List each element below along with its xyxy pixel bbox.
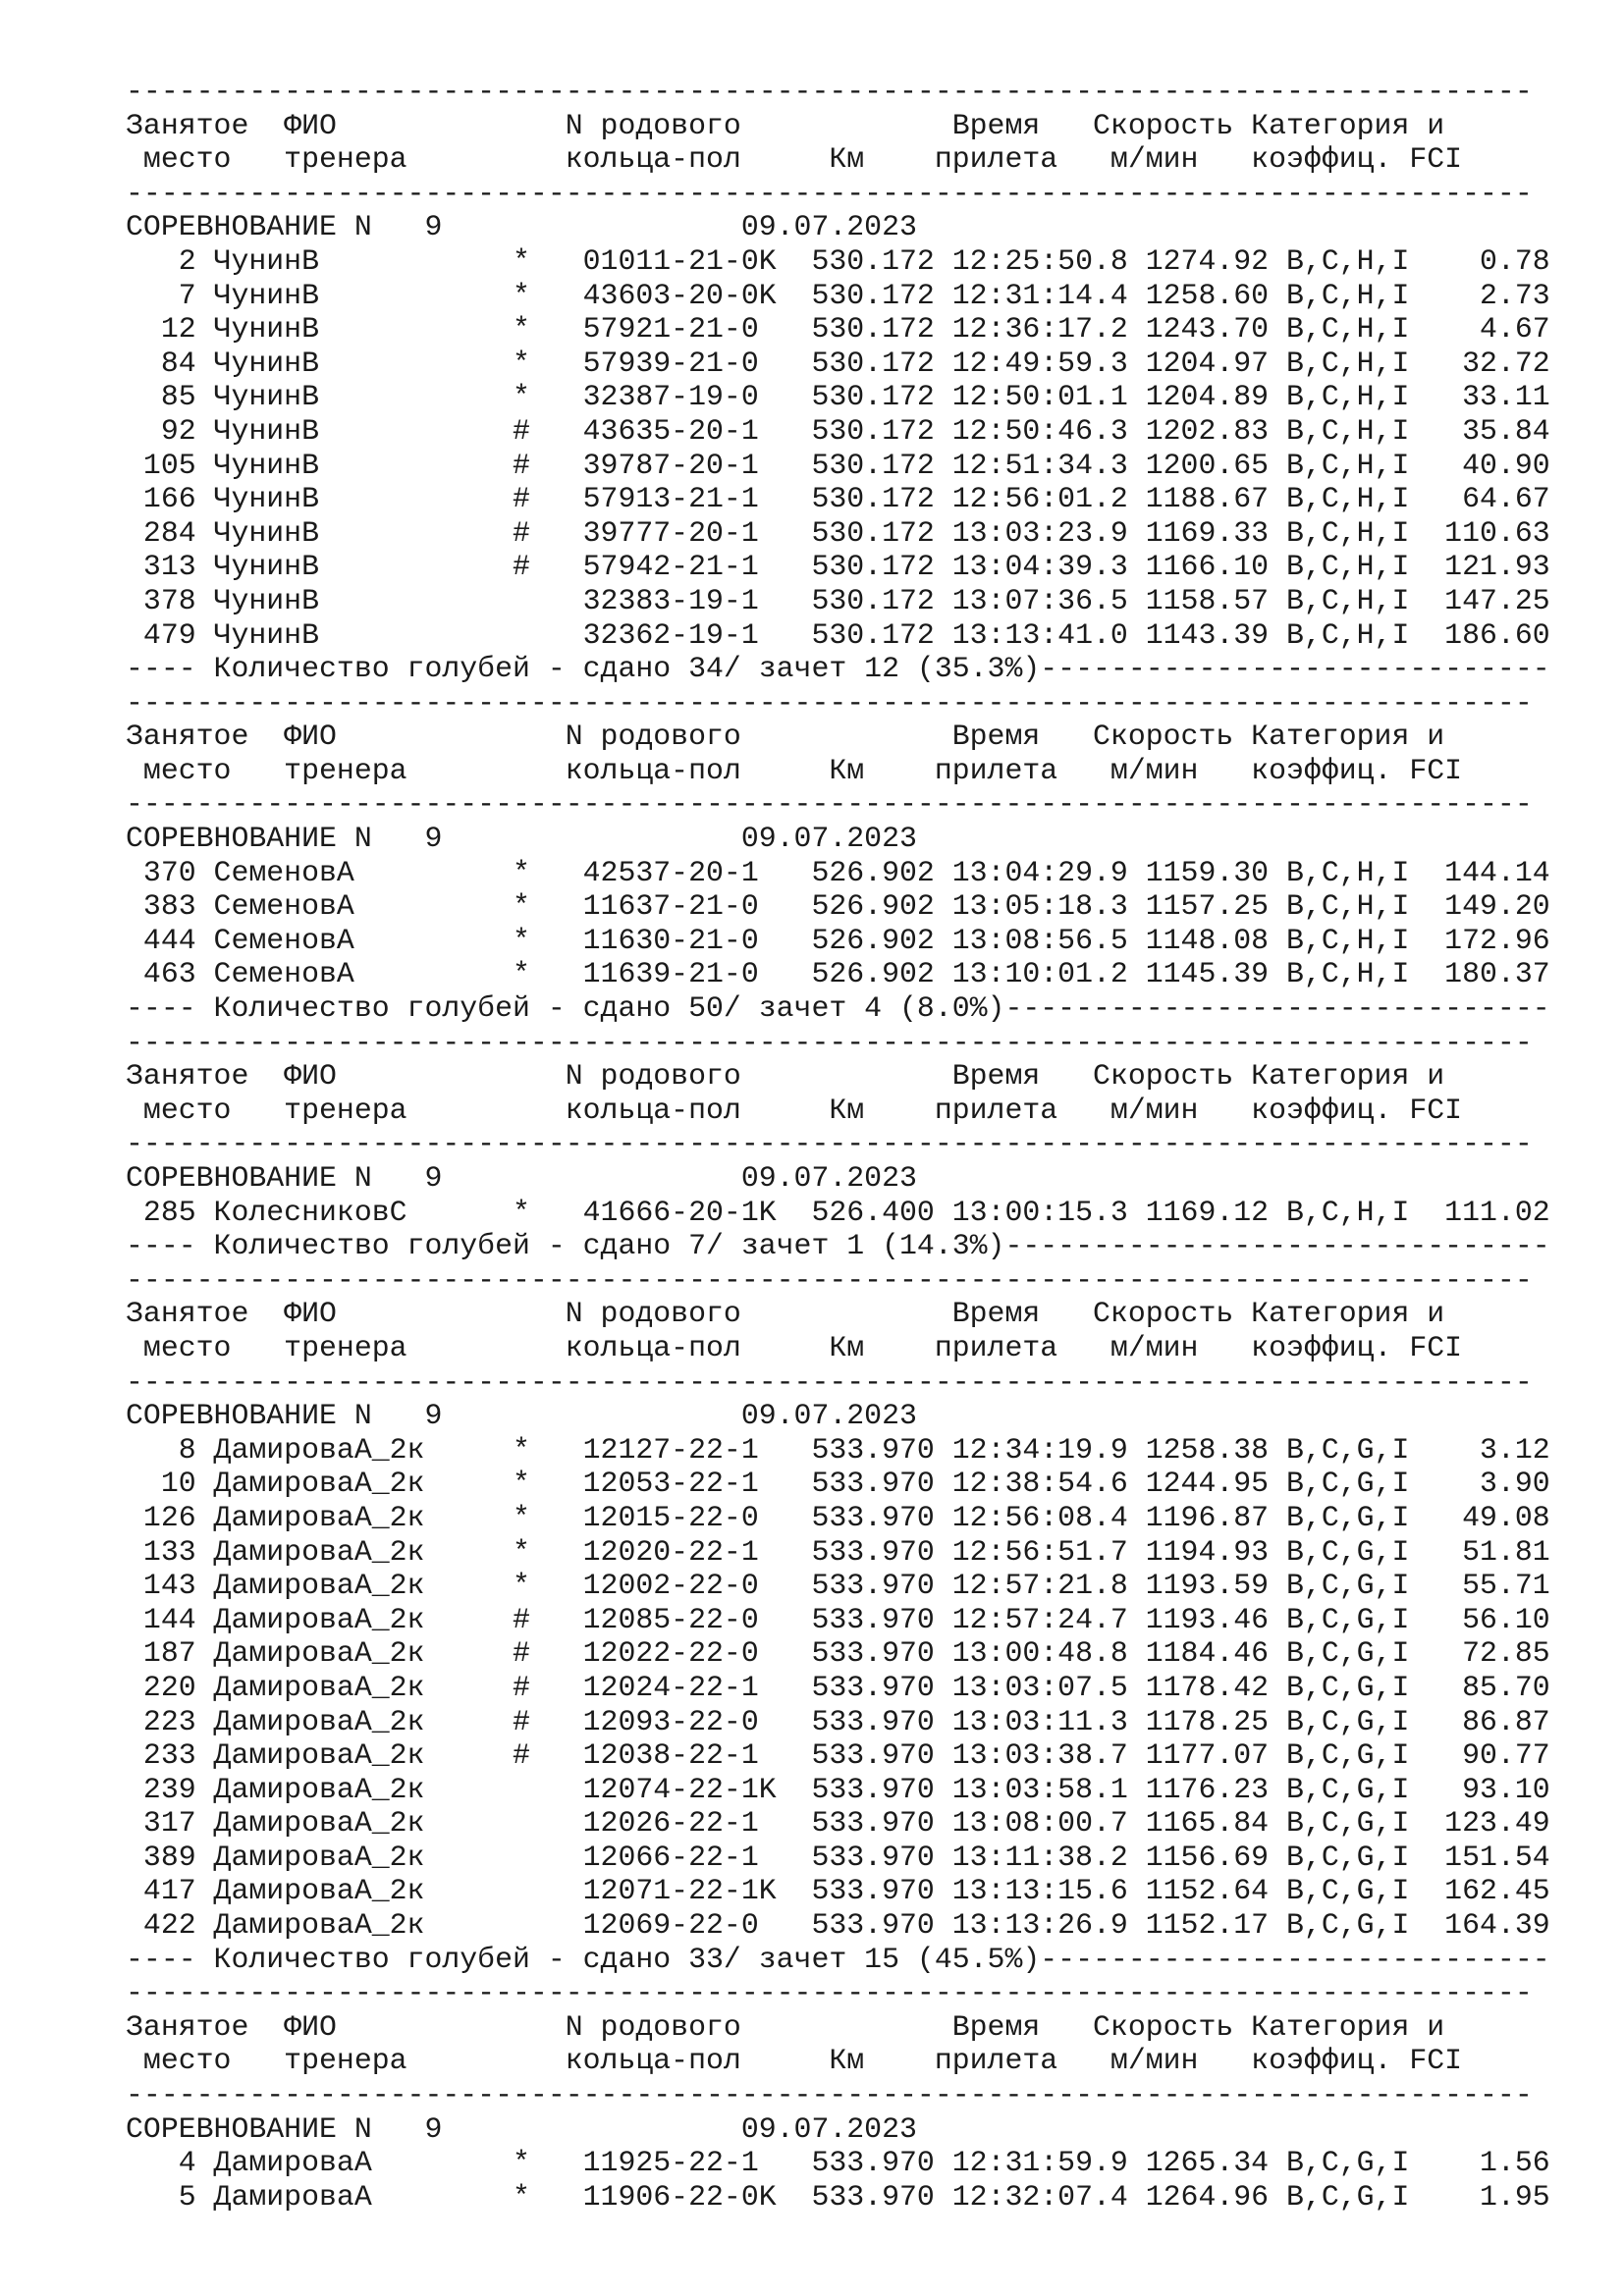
table-row: 417 ДамироваА_2к 12071-22-1K 533.970 13:13:15.6 1152.64 B,C,G,I 162.45	[126, 1874, 1550, 1908]
column-header-line-1: Занятое ФИО N родового Время Скорость Категория и	[126, 1059, 1445, 1094]
table-row: 370 СеменовА * 42537-20-1 526.902 13:04:29.9 1159.30 B,C,H,I 144.14	[126, 855, 1550, 889]
column-header-line-2: место тренера кольца-пол Км прилета м/мин коэффиц. FCI	[126, 1330, 1463, 1364]
table-row: 7 ЧунинВ * 43603-20-0K 530.172 12:31:14.4 1258.60 B,C,H,I 2.73	[126, 278, 1550, 312]
table-row: 317 ДамироваА_2к 12026-22-1 533.970 13:08:00.7 1165.84 B,C,G,I 123.49	[126, 1806, 1550, 1841]
divider-line: --------------------------------------------------------------------------------	[126, 1976, 1533, 2010]
section-summary: ---- Количество голубей - сдано 50/ зачет 4 (8.0%)-------------------------------	[126, 991, 1550, 1026]
table-row: 2 ЧунинВ * 01011-21-0K 530.172 12:25:50.8 1274.92 B,C,H,I 0.78	[126, 243, 1550, 278]
divider-line: --------------------------------------------------------------------------------	[126, 787, 1533, 822]
section-title: СОРЕВНОВАНИЕ N 9 09.07.2023	[126, 2111, 917, 2146]
section-title: СОРЕВНОВАНИЕ N 9 09.07.2023	[126, 210, 917, 244]
table-row: 383 СеменовА * 11637-21-0 526.902 13:05:18.3 1157.25 B,C,H,I 149.20	[126, 889, 1550, 924]
table-row: 313 ЧунинВ # 57942-21-1 530.172 13:04:39.3 1166.10 B,C,H,I 121.93	[126, 550, 1550, 584]
table-row: 144 ДамироваА_2к # 12085-22-0 533.970 12:57:24.7 1193.46 B,C,G,I 56.10	[126, 1602, 1550, 1636]
table-row: 85 ЧунинВ * 32387-19-0 530.172 12:50:01.1 1204.89 B,C,H,I 33.11	[126, 380, 1550, 414]
table-row: 8 ДамироваА_2к * 12127-22-1 533.970 12:34:19.9 1258.38 B,C,G,I 3.12	[126, 1432, 1550, 1467]
table-row: 12 ЧунинВ * 57921-21-0 530.172 12:36:17.2 1243.70 B,C,H,I 4.67	[126, 312, 1550, 347]
table-row: 389 ДамироваА_2к 12066-22-1 533.970 13:11:38.2 1156.69 B,C,G,I 151.54	[126, 1840, 1550, 1874]
table-row: 187 ДамироваА_2к # 12022-22-0 533.970 13:00:48.8 1184.46 B,C,G,I 72.85	[126, 1636, 1550, 1671]
table-row: 84 ЧунинВ * 57939-21-0 530.172 12:49:59.3 1204.97 B,C,H,I 32.72	[126, 346, 1550, 380]
column-header-line-2: место тренера кольца-пол Км прилета м/мин коэффиц. FCI	[126, 2044, 1463, 2078]
section-summary: ---- Количество голубей - сдано 7/ зачет 1 (14.3%)-------------------------------	[126, 1229, 1550, 1263]
table-row: 105 ЧунинВ # 39787-20-1 530.172 12:51:34.3 1200.65 B,C,H,I 40.90	[126, 448, 1550, 482]
section-title: СОРЕВНОВАНИЕ N 9 09.07.2023	[126, 1161, 917, 1195]
table-row: 126 ДамироваА_2к * 12015-22-0 533.970 12:56:08.4 1196.87 B,C,G,I 49.08	[126, 1500, 1550, 1534]
column-header-line-1: Занятое ФИО N родового Время Скорость Категория и	[126, 1297, 1445, 1331]
column-header-line-1: Занятое ФИО N родового Время Скорость Категория и	[126, 108, 1445, 142]
table-row: 166 ЧунинВ # 57913-21-1 530.172 12:56:01.2 1188.67 B,C,H,I 64.67	[126, 482, 1550, 516]
section-summary: ---- Количество голубей - сдано 33/ зачет 15 (45.5%)-----------------------------	[126, 1942, 1550, 1976]
column-header-line-2: место тренера кольца-пол Км прилета м/мин коэффиц. FCI	[126, 753, 1463, 787]
divider-line: --------------------------------------------------------------------------------	[126, 1262, 1533, 1297]
table-row: 92 ЧунинВ # 43635-20-1 530.172 12:50:46.3 1202.83 B,C,H,I 35.84	[126, 413, 1550, 448]
column-header-line-1: Занятое ФИО N родового Время Скорость Категория и	[126, 720, 1445, 754]
table-row: 444 СеменовА * 11630-21-0 526.902 13:08:56.5 1148.08 B,C,H,I 172.96	[126, 923, 1550, 957]
table-row: 285 КолесниковС * 41666-20-1K 526.400 13:00:15.3 1169.12 B,C,H,I 111.02	[126, 1195, 1550, 1229]
table-row: 233 ДамироваА_2к # 12038-22-1 533.970 13:03:38.7 1177.07 B,C,G,I 90.77	[126, 1738, 1550, 1773]
divider-line: --------------------------------------------------------------------------------	[126, 1025, 1533, 1059]
divider-line: --------------------------------------------------------------------------------	[126, 1127, 1533, 1161]
results-report	[126, 75, 1550, 2214]
table-row: 143 ДамироваА_2к * 12002-22-0 533.970 12:57:21.8 1193.59 B,C,G,I 55.71	[126, 1569, 1550, 1603]
table-row: 463 СеменовА * 11639-21-0 526.902 13:10:01.2 1145.39 B,C,H,I 180.37	[126, 957, 1550, 991]
table-row: 239 ДамироваА_2к 12074-22-1K 533.970 13:03:58.1 1176.23 B,C,G,I 93.10	[126, 1772, 1550, 1806]
table-row: 220 ДамироваА_2к # 12024-22-1 533.970 13:03:07.5 1178.42 B,C,G,I 85.70	[126, 1670, 1550, 1704]
column-header-line-1: Занятое ФИО N родового Время Скорость Категория и	[126, 2009, 1445, 2044]
divider-line: --------------------------------------------------------------------------------	[126, 75, 1533, 108]
table-row: 479 ЧунинВ 32362-19-1 530.172 13:13:41.0 1143.39 B,C,H,I 186.60	[126, 617, 1550, 652]
divider-line: --------------------------------------------------------------------------------	[126, 176, 1533, 210]
table-row: 378 ЧунинВ 32383-19-1 530.172 13:07:36.5 1158.57 B,C,H,I 147.25	[126, 583, 1550, 617]
table-row: 422 ДамироваА_2к 12069-22-0 533.970 13:13:26.9 1152.17 B,C,G,I 164.39	[126, 1908, 1550, 1943]
table-row: 4 ДамироваА * 11925-22-1 533.970 12:31:59.9 1265.34 B,C,G,I 1.56	[126, 2146, 1550, 2180]
section-summary: ---- Количество голубей - сдано 34/ зачет 12 (35.3%)-----------------------------	[126, 652, 1550, 686]
divider-line: --------------------------------------------------------------------------------	[126, 1364, 1533, 1399]
table-row: 223 ДамироваА_2к # 12093-22-0 533.970 13:03:11.3 1178.25 B,C,G,I 86.87	[126, 1704, 1550, 1738]
table-row: 284 ЧунинВ # 39777-20-1 530.172 13:03:23.9 1169.33 B,C,H,I 110.63	[126, 515, 1550, 550]
table-row: 5 ДамироваА * 11906-22-0K 533.970 12:32:07.4 1264.96 B,C,G,I 1.95	[126, 2179, 1550, 2214]
column-header-line-2: место тренера кольца-пол Км прилета м/мин коэффиц. FCI	[126, 142, 1463, 177]
column-header-line-2: место тренера кольца-пол Км прилета м/мин коэффиц. FCI	[126, 1093, 1463, 1127]
table-row: 133 ДамироваА_2к * 12020-22-1 533.970 12:56:51.7 1194.93 B,C,G,I 51.81	[126, 1534, 1550, 1569]
section-title: СОРЕВНОВАНИЕ N 9 09.07.2023	[126, 822, 917, 856]
divider-line: --------------------------------------------------------------------------------	[126, 685, 1533, 720]
table-row: 10 ДамироваА_2к * 12053-22-1 533.970 12:38:54.6 1244.95 B,C,G,I 3.90	[126, 1467, 1550, 1501]
divider-line: --------------------------------------------------------------------------------	[126, 2078, 1533, 2112]
section-title: СОРЕВНОВАНИЕ N 9 09.07.2023	[126, 1399, 917, 1433]
